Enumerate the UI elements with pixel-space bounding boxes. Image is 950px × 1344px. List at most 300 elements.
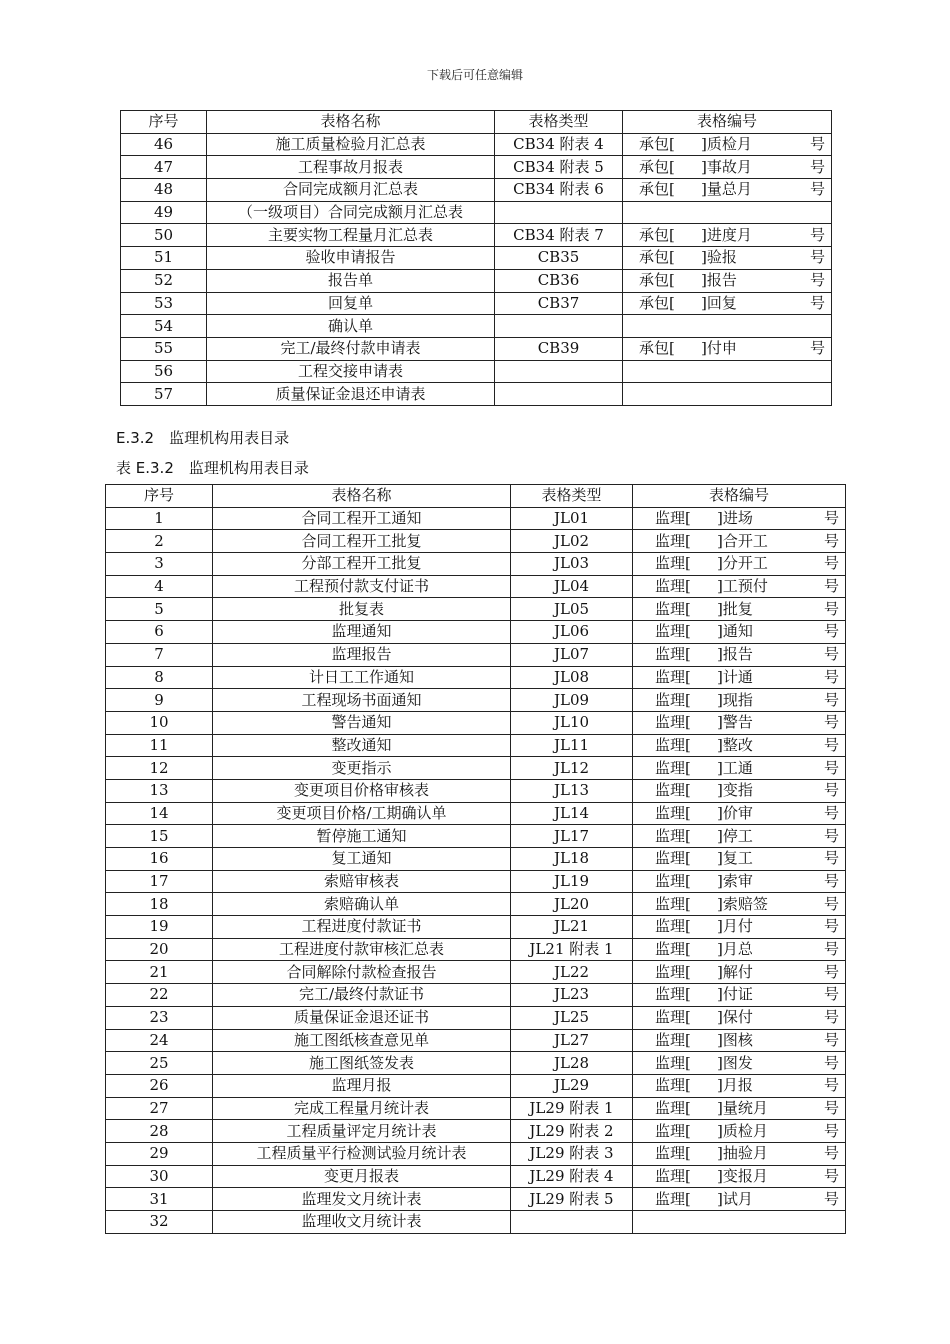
form-code bbox=[633, 1188, 846, 1211]
code-suffix: ]索赔签 bbox=[717, 894, 768, 913]
code-number-mark: 号 bbox=[823, 645, 839, 664]
form-type: JL27 bbox=[511, 1029, 633, 1052]
form-code bbox=[633, 757, 846, 780]
col-header-no: 序号 bbox=[106, 485, 213, 508]
form-code bbox=[623, 315, 832, 338]
form-code-parts bbox=[655, 735, 841, 756]
form-code bbox=[633, 1074, 846, 1097]
code-number-mark: 号 bbox=[823, 1144, 839, 1163]
code-suffix: ]工预付 bbox=[717, 577, 768, 596]
code-number-mark: 号 bbox=[809, 339, 825, 358]
col-header-no: 序号 bbox=[121, 111, 207, 134]
form-type: JL07 bbox=[511, 643, 633, 666]
row-number: 21 bbox=[106, 961, 213, 984]
form-code bbox=[633, 1052, 846, 1075]
form-name: 工程预付款支付证书 bbox=[213, 575, 511, 598]
table-row bbox=[106, 734, 846, 757]
code-suffix: ]变指 bbox=[717, 781, 753, 800]
form-name: 施工图纸核查意见单 bbox=[213, 1029, 511, 1052]
form-code-parts bbox=[655, 758, 841, 779]
form-code-parts bbox=[655, 939, 841, 960]
table-row bbox=[121, 269, 832, 292]
row-number: 18 bbox=[106, 893, 213, 916]
form-type bbox=[495, 315, 623, 338]
table-row bbox=[106, 1142, 846, 1165]
form-type: JL13 bbox=[511, 779, 633, 802]
row-number: 27 bbox=[106, 1097, 213, 1120]
code-suffix: ]报告 bbox=[717, 645, 753, 664]
code-suffix: ]警告 bbox=[717, 713, 753, 732]
code-suffix: ]合开工 bbox=[717, 531, 768, 550]
row-number: 15 bbox=[106, 825, 213, 848]
table-row bbox=[106, 711, 846, 734]
code-suffix: ]现指 bbox=[717, 690, 753, 709]
code-number-mark: 号 bbox=[823, 872, 839, 891]
form-type: CB34 附表 4 bbox=[495, 133, 623, 156]
code-prefix: 监理[ bbox=[655, 758, 691, 777]
row-number: 17 bbox=[106, 870, 213, 893]
col-header-name: 表格名称 bbox=[207, 111, 495, 134]
table-row bbox=[106, 1074, 846, 1097]
form-name: 工程质量平行检测试验月统计表 bbox=[213, 1142, 511, 1165]
form-name: 工程现场书面通知 bbox=[213, 689, 511, 712]
row-number: 5 bbox=[106, 598, 213, 621]
form-name: 监理通知 bbox=[213, 621, 511, 644]
form-name: 监理报告 bbox=[213, 643, 511, 666]
row-number: 28 bbox=[106, 1120, 213, 1143]
form-code bbox=[633, 1097, 846, 1120]
code-prefix: 承包[ bbox=[639, 225, 675, 244]
form-code-parts bbox=[639, 225, 827, 246]
code-suffix: ]通知 bbox=[717, 622, 753, 641]
form-code bbox=[623, 179, 832, 202]
code-number-mark: 号 bbox=[809, 135, 825, 154]
code-number-mark: 号 bbox=[823, 803, 839, 822]
form-code-parts bbox=[655, 531, 841, 552]
form-name: 索赔审核表 bbox=[213, 870, 511, 893]
code-suffix: ]变报月 bbox=[717, 1166, 768, 1185]
code-prefix: 监理[ bbox=[655, 645, 691, 664]
form-code-parts bbox=[655, 644, 841, 665]
table-row bbox=[121, 224, 832, 247]
form-code-parts bbox=[655, 1189, 841, 1210]
table-row bbox=[106, 779, 846, 802]
form-code bbox=[633, 961, 846, 984]
form-type bbox=[495, 360, 623, 383]
code-number-mark: 号 bbox=[823, 849, 839, 868]
code-number-mark: 号 bbox=[809, 248, 825, 267]
form-name: 质量保证金退还申请表 bbox=[207, 383, 495, 406]
code-number-mark: 号 bbox=[823, 1189, 839, 1208]
row-number: 52 bbox=[121, 269, 207, 292]
code-prefix: 监理[ bbox=[655, 622, 691, 641]
form-code bbox=[633, 666, 846, 689]
form-name: 工程事故月报表 bbox=[207, 156, 495, 179]
code-prefix: 监理[ bbox=[655, 1166, 691, 1185]
form-type: CB37 bbox=[495, 292, 623, 315]
form-name: 监理收文月统计表 bbox=[213, 1211, 511, 1234]
row-number: 11 bbox=[106, 734, 213, 757]
form-code bbox=[633, 938, 846, 961]
section-heading: E.3.2 监理机构用表目录 bbox=[116, 429, 290, 447]
table-row bbox=[106, 1029, 846, 1052]
form-code-parts bbox=[639, 338, 827, 359]
form-type: JL06 bbox=[511, 621, 633, 644]
form-type: JL25 bbox=[511, 1006, 633, 1029]
row-number: 26 bbox=[106, 1074, 213, 1097]
form-code-parts bbox=[655, 780, 841, 801]
table-row bbox=[121, 201, 832, 224]
code-number-mark: 号 bbox=[823, 1166, 839, 1185]
form-code-parts bbox=[655, 1053, 841, 1074]
code-prefix: 监理[ bbox=[655, 735, 691, 754]
form-code bbox=[633, 779, 846, 802]
row-number: 53 bbox=[121, 292, 207, 315]
form-code bbox=[623, 156, 832, 179]
form-name: 施工图纸签发表 bbox=[213, 1052, 511, 1075]
form-code-parts bbox=[655, 894, 841, 915]
form-type: CB36 bbox=[495, 269, 623, 292]
col-header-name: 表格名称 bbox=[213, 485, 511, 508]
table-row bbox=[121, 337, 832, 360]
code-number-mark: 号 bbox=[823, 1076, 839, 1095]
code-suffix: ]试月 bbox=[717, 1189, 753, 1208]
code-prefix: 监理[ bbox=[655, 1053, 691, 1072]
form-type: JL08 bbox=[511, 666, 633, 689]
form-code bbox=[633, 870, 846, 893]
code-prefix: 承包[ bbox=[639, 157, 675, 176]
form-code-parts bbox=[655, 1030, 841, 1051]
code-prefix: 监理[ bbox=[655, 962, 691, 981]
form-type: JL29 附表 5 bbox=[511, 1188, 633, 1211]
form-type bbox=[495, 383, 623, 406]
form-code bbox=[633, 598, 846, 621]
form-code-parts bbox=[655, 1007, 841, 1028]
form-name: 批复表 bbox=[213, 598, 511, 621]
form-code bbox=[633, 984, 846, 1007]
code-suffix: ]事故月 bbox=[701, 157, 752, 176]
code-suffix: ]分开工 bbox=[717, 554, 768, 573]
form-type: CB39 bbox=[495, 337, 623, 360]
form-name: 合同完成额月汇总表 bbox=[207, 179, 495, 202]
form-code bbox=[633, 1211, 846, 1234]
code-prefix: 监理[ bbox=[655, 803, 691, 822]
code-suffix: ]月报 bbox=[717, 1076, 753, 1095]
code-suffix: ]报告 bbox=[701, 271, 737, 290]
form-code bbox=[623, 360, 832, 383]
code-number-mark: 号 bbox=[809, 225, 825, 244]
form-name: 监理发文月统计表 bbox=[213, 1188, 511, 1211]
code-number-mark: 号 bbox=[809, 180, 825, 199]
form-name: 确认单 bbox=[207, 315, 495, 338]
code-prefix: 监理[ bbox=[655, 577, 691, 596]
code-suffix: ]保付 bbox=[717, 1008, 753, 1027]
form-code-parts bbox=[655, 1075, 841, 1096]
form-type: JL23 bbox=[511, 984, 633, 1007]
form-code-parts bbox=[655, 1098, 841, 1119]
form-type: CB34 附表 7 bbox=[495, 224, 623, 247]
code-suffix: ]抽验月 bbox=[717, 1144, 768, 1163]
table-row bbox=[106, 1188, 846, 1211]
table-row bbox=[106, 1211, 846, 1234]
table-row bbox=[106, 757, 846, 780]
code-number-mark: 号 bbox=[823, 1053, 839, 1072]
form-code bbox=[633, 711, 846, 734]
form-code bbox=[623, 133, 832, 156]
code-prefix: 监理[ bbox=[655, 1189, 691, 1208]
form-code-parts bbox=[639, 179, 827, 200]
form-name: 计日工工作通知 bbox=[213, 666, 511, 689]
code-suffix: ]月总 bbox=[717, 940, 753, 959]
code-prefix: 承包[ bbox=[639, 271, 675, 290]
form-code bbox=[633, 1165, 846, 1188]
code-suffix: ]图发 bbox=[717, 1053, 753, 1072]
table-row bbox=[106, 553, 846, 576]
code-number-mark: 号 bbox=[809, 157, 825, 176]
row-number: 49 bbox=[121, 201, 207, 224]
form-code bbox=[633, 1006, 846, 1029]
form-type: JL01 bbox=[511, 507, 633, 530]
code-number-mark: 号 bbox=[823, 1098, 839, 1117]
form-name: 回复单 bbox=[207, 292, 495, 315]
code-prefix: 监理[ bbox=[655, 1008, 691, 1027]
form-code-parts bbox=[655, 712, 841, 733]
row-number: 30 bbox=[106, 1165, 213, 1188]
table-row bbox=[121, 315, 832, 338]
form-code bbox=[623, 224, 832, 247]
code-number-mark: 号 bbox=[823, 1030, 839, 1049]
page-header: 下载后可任意编辑 bbox=[426, 68, 523, 82]
code-suffix: ]整改 bbox=[717, 735, 753, 754]
form-type: CB34 附表 6 bbox=[495, 179, 623, 202]
table-row bbox=[121, 179, 832, 202]
row-number: 22 bbox=[106, 984, 213, 1007]
code-prefix: 监理[ bbox=[655, 940, 691, 959]
form-name: 变更项目价格审核表 bbox=[213, 779, 511, 802]
code-prefix: 监理[ bbox=[655, 849, 691, 868]
code-number-mark: 号 bbox=[823, 940, 839, 959]
code-suffix: ]量统月 bbox=[717, 1098, 768, 1117]
row-number: 8 bbox=[106, 666, 213, 689]
col-header-type: 表格类型 bbox=[495, 111, 623, 134]
form-code-parts bbox=[655, 916, 841, 937]
form-type: JL22 bbox=[511, 961, 633, 984]
row-number: 46 bbox=[121, 133, 207, 156]
form-name: 完工/最终付款申请表 bbox=[207, 337, 495, 360]
code-suffix: ]付申 bbox=[701, 339, 737, 358]
code-number-mark: 号 bbox=[823, 667, 839, 686]
row-number: 54 bbox=[121, 315, 207, 338]
row-number: 20 bbox=[106, 938, 213, 961]
code-number-mark: 号 bbox=[823, 1008, 839, 1027]
form-name: （一级项目）合同完成额月汇总表 bbox=[207, 201, 495, 224]
supervision-forms-table bbox=[105, 484, 846, 1234]
code-prefix: 监理[ bbox=[655, 1121, 691, 1140]
form-code bbox=[633, 1120, 846, 1143]
table-caption: 表 E.3.2 监理机构用表目录 bbox=[116, 459, 309, 477]
table-row bbox=[106, 507, 846, 530]
table-row bbox=[106, 893, 846, 916]
row-number: 31 bbox=[106, 1188, 213, 1211]
form-name: 工程交接申请表 bbox=[207, 360, 495, 383]
form-code-parts bbox=[655, 599, 841, 620]
code-prefix: 监理[ bbox=[655, 531, 691, 550]
row-number: 4 bbox=[106, 575, 213, 598]
form-code-parts bbox=[655, 576, 841, 597]
table-row bbox=[106, 961, 846, 984]
row-number: 1 bbox=[106, 507, 213, 530]
form-type: JL03 bbox=[511, 553, 633, 576]
row-number: 56 bbox=[121, 360, 207, 383]
table-row bbox=[106, 643, 846, 666]
table-header-row bbox=[106, 485, 846, 508]
code-prefix: 监理[ bbox=[655, 1144, 691, 1163]
row-number: 19 bbox=[106, 916, 213, 939]
form-type: JL10 bbox=[511, 711, 633, 734]
form-type: JL11 bbox=[511, 734, 633, 757]
form-code-parts bbox=[639, 157, 827, 178]
form-name: 复工通知 bbox=[213, 848, 511, 871]
code-number-mark: 号 bbox=[823, 735, 839, 754]
form-code bbox=[623, 383, 832, 406]
form-code-parts bbox=[655, 1166, 841, 1187]
col-header-code: 表格编号 bbox=[633, 485, 846, 508]
form-name: 施工质量检验月汇总表 bbox=[207, 133, 495, 156]
table-row bbox=[106, 848, 846, 871]
form-type: JL21 附表 1 bbox=[511, 938, 633, 961]
code-number-mark: 号 bbox=[823, 1121, 839, 1140]
form-name: 工程质量评定月统计表 bbox=[213, 1120, 511, 1143]
form-code bbox=[633, 575, 846, 598]
form-code bbox=[623, 337, 832, 360]
form-name: 索赔确认单 bbox=[213, 893, 511, 916]
code-prefix: 承包[ bbox=[639, 339, 675, 358]
form-code bbox=[633, 553, 846, 576]
form-type bbox=[511, 1211, 633, 1234]
form-type: JL21 bbox=[511, 916, 633, 939]
row-number: 47 bbox=[121, 156, 207, 179]
code-number-mark: 号 bbox=[823, 985, 839, 1004]
code-number-mark: 号 bbox=[823, 962, 839, 981]
form-code-parts bbox=[655, 667, 841, 688]
table-row bbox=[106, 938, 846, 961]
row-number: 9 bbox=[106, 689, 213, 712]
form-name: 变更指示 bbox=[213, 757, 511, 780]
code-prefix: 承包[ bbox=[639, 180, 675, 199]
form-code-parts bbox=[655, 871, 841, 892]
code-prefix: 监理[ bbox=[655, 1098, 691, 1117]
form-code bbox=[623, 247, 832, 270]
form-name: 变更项目价格/工期确认单 bbox=[213, 802, 511, 825]
row-number: 51 bbox=[121, 247, 207, 270]
code-prefix: 监理[ bbox=[655, 554, 691, 573]
code-suffix: ]付证 bbox=[717, 985, 753, 1004]
form-code bbox=[633, 507, 846, 530]
form-type: JL18 bbox=[511, 848, 633, 871]
row-number: 32 bbox=[106, 1211, 213, 1234]
form-code-parts bbox=[655, 553, 841, 574]
code-prefix: 监理[ bbox=[655, 667, 691, 686]
form-name: 合同解除付款检查报告 bbox=[213, 961, 511, 984]
row-number: 29 bbox=[106, 1142, 213, 1165]
code-number-mark: 号 bbox=[823, 781, 839, 800]
code-number-mark: 号 bbox=[809, 271, 825, 290]
code-prefix: 监理[ bbox=[655, 509, 691, 528]
code-suffix: ]复工 bbox=[717, 849, 753, 868]
row-number: 23 bbox=[106, 1006, 213, 1029]
code-number-mark: 号 bbox=[823, 713, 839, 732]
form-code-parts bbox=[655, 803, 841, 824]
form-name: 工程进度付款证书 bbox=[213, 916, 511, 939]
form-type: JL28 bbox=[511, 1052, 633, 1075]
code-suffix: ]质检月 bbox=[701, 135, 752, 154]
code-suffix: ]解付 bbox=[717, 962, 753, 981]
form-code-parts bbox=[655, 848, 841, 869]
form-code bbox=[633, 621, 846, 644]
form-type: JL29 附表 2 bbox=[511, 1120, 633, 1143]
form-type: JL29 附表 4 bbox=[511, 1165, 633, 1188]
form-code bbox=[633, 530, 846, 553]
row-number: 13 bbox=[106, 779, 213, 802]
code-number-mark: 号 bbox=[809, 293, 825, 312]
form-type: JL29 附表 1 bbox=[511, 1097, 633, 1120]
form-code bbox=[633, 643, 846, 666]
form-type: JL29 bbox=[511, 1074, 633, 1097]
code-suffix: ]价审 bbox=[717, 803, 753, 822]
code-suffix: ]质检月 bbox=[717, 1121, 768, 1140]
code-suffix: ]停工 bbox=[717, 826, 753, 845]
table-row bbox=[121, 247, 832, 270]
form-type: JL19 bbox=[511, 870, 633, 893]
form-code bbox=[633, 848, 846, 871]
row-number: 48 bbox=[121, 179, 207, 202]
form-name: 分部工程开工批复 bbox=[213, 553, 511, 576]
form-name: 监理月报 bbox=[213, 1074, 511, 1097]
form-name: 变更月报表 bbox=[213, 1165, 511, 1188]
form-name: 验收申请报告 bbox=[207, 247, 495, 270]
row-number: 55 bbox=[121, 337, 207, 360]
col-header-code: 表格编号 bbox=[623, 111, 832, 134]
code-suffix: ]计通 bbox=[717, 667, 753, 686]
code-number-mark: 号 bbox=[823, 917, 839, 936]
form-code bbox=[623, 201, 832, 224]
form-code bbox=[633, 1029, 846, 1052]
form-code-parts bbox=[639, 247, 827, 268]
code-prefix: 监理[ bbox=[655, 690, 691, 709]
row-number: 16 bbox=[106, 848, 213, 871]
form-code bbox=[633, 893, 846, 916]
code-suffix: ]批复 bbox=[717, 599, 753, 618]
code-prefix: 监理[ bbox=[655, 894, 691, 913]
form-name: 警告通知 bbox=[213, 711, 511, 734]
table-row bbox=[121, 292, 832, 315]
form-code-parts bbox=[655, 962, 841, 983]
form-type: JL17 bbox=[511, 825, 633, 848]
form-code-parts bbox=[655, 1143, 841, 1164]
code-suffix: ]量总月 bbox=[701, 180, 752, 199]
form-name: 合同工程开工通知 bbox=[213, 507, 511, 530]
form-code-parts bbox=[655, 1121, 841, 1142]
form-type: JL14 bbox=[511, 802, 633, 825]
table-row bbox=[121, 156, 832, 179]
form-type: JL20 bbox=[511, 893, 633, 916]
code-number-mark: 号 bbox=[823, 554, 839, 573]
table-row bbox=[106, 621, 846, 644]
code-suffix: ]进度月 bbox=[701, 225, 752, 244]
form-name: 工程进度付款审核汇总表 bbox=[213, 938, 511, 961]
table-row bbox=[106, 916, 846, 939]
table-row bbox=[106, 1097, 846, 1120]
